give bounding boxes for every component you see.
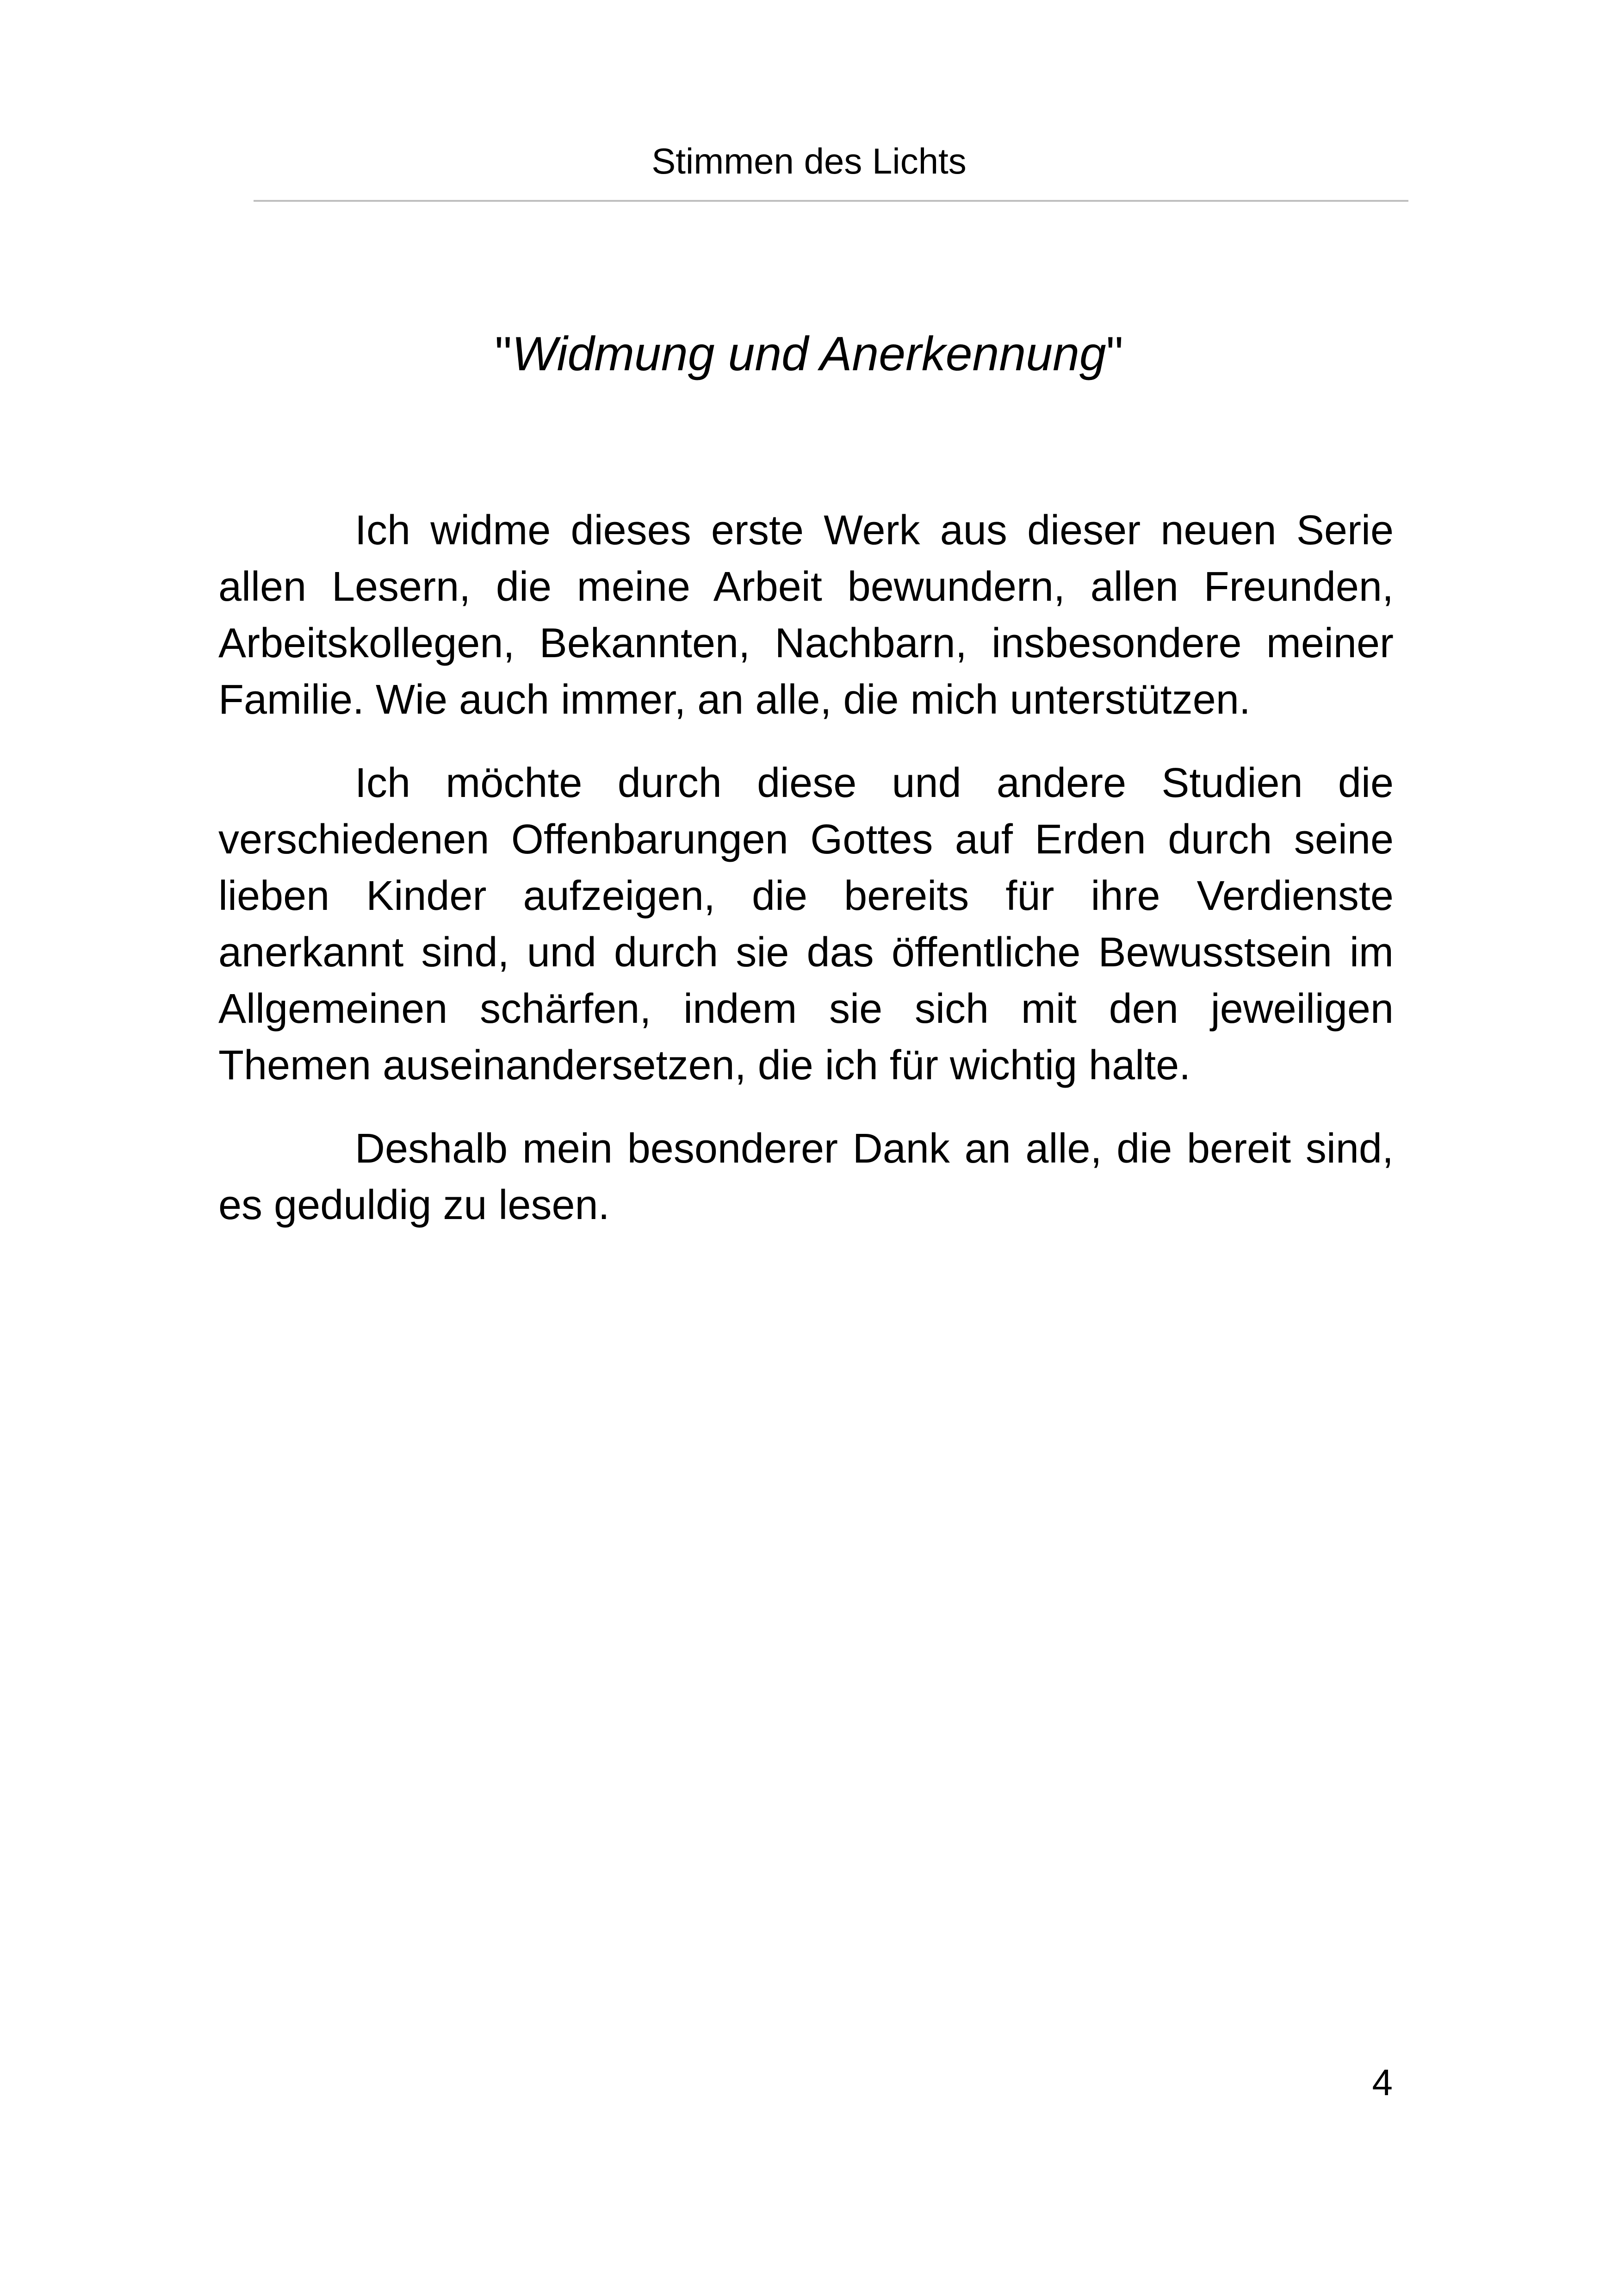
- running-header: Stimmen des Lichts: [651, 141, 967, 181]
- paragraph-thanks: Deshalb mein besonderer Dank an alle, die bereit sind, es geduldig zu lesen.: [218, 1126, 1394, 1228]
- body-text: [218, 502, 1394, 1260]
- paragraph-dedication: Ich widme dieses erste Werk aus dieser neuen Serie allen Lesern, die meine Arbeit bewundern, allen Freunden, Arbeitskollegen, Bekannten, Nachbarn, insbesondere meiner Familie. Wie auch immer, an alle, die mich unterstützen.: [218, 507, 1394, 723]
- paragraph-purpose: Ich möchte durch diese und andere Studien die verschiedenen Offenbarungen Gottes auf Erden durch seine lieben Kinder aufzeigen, die bereits für ihre Verdienste anerkannt sind, und durch sie das öffentliche Bewusstsein im Allgemeinen schärfen, indem sie sich mit den jeweiligen Themen auseinandersetzen, die ich für wichtig halte.: [218, 760, 1394, 1089]
- header-divider: [254, 200, 1408, 202]
- chapter-title: [0, 324, 1618, 384]
- page-number: 4: [1372, 2062, 1393, 2103]
- title-open-quote: ": [495, 327, 512, 381]
- chapter-title-text: Widmung und Anerkennung: [512, 327, 1106, 381]
- title-close-quote: ": [1106, 327, 1123, 381]
